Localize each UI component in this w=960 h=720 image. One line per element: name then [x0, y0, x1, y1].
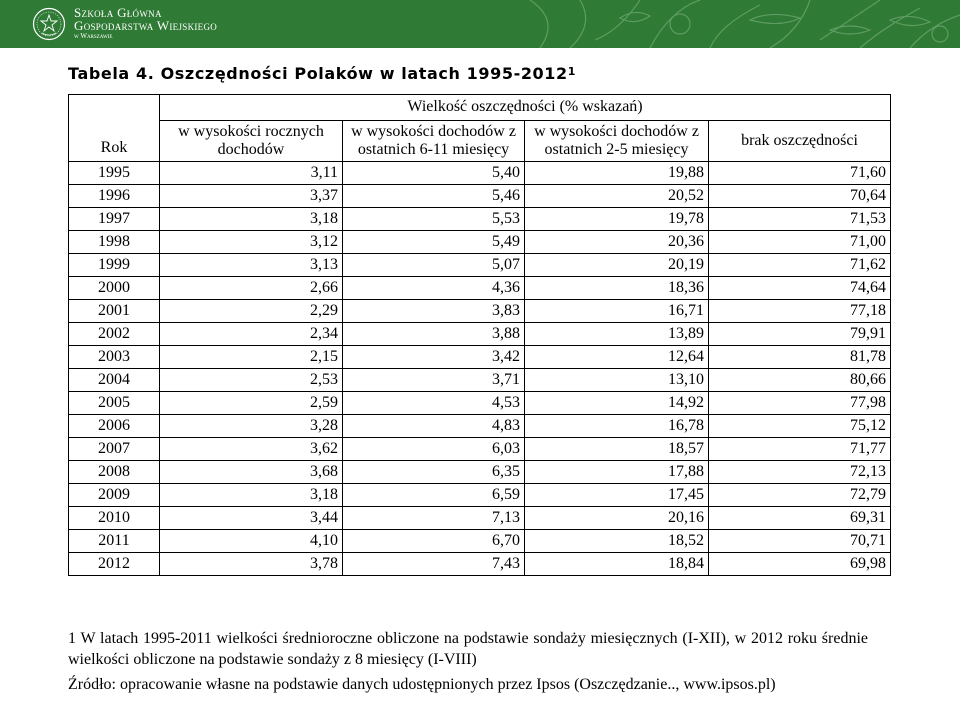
value-cell: 3,18 [160, 484, 343, 507]
year-cell: 2007 [69, 438, 160, 461]
value-cell: 20,36 [525, 231, 709, 254]
value-cell: 18,57 [525, 438, 709, 461]
value-cell: 77,98 [709, 392, 891, 415]
value-cell: 70,64 [709, 185, 891, 208]
value-cell: 3,83 [343, 300, 525, 323]
value-cell: 3,88 [343, 323, 525, 346]
table-row [69, 507, 891, 530]
value-cell: 5,49 [343, 231, 525, 254]
value-cell: 6,59 [343, 484, 525, 507]
value-cell: 2,53 [160, 369, 343, 392]
value-cell: 16,71 [525, 300, 709, 323]
value-cell: 13,10 [525, 369, 709, 392]
footnotes [68, 628, 868, 699]
logo-line-1: Szkoła Główna [74, 5, 162, 20]
value-cell: 2,66 [160, 277, 343, 300]
year-cell: 2003 [69, 346, 160, 369]
table-row [69, 369, 891, 392]
value-cell: 75,12 [709, 415, 891, 438]
value-cell: 5,40 [343, 162, 525, 185]
year-cell: 1995 [69, 162, 160, 185]
value-cell: 71,60 [709, 162, 891, 185]
value-cell: 3,37 [160, 185, 343, 208]
table-body [69, 162, 891, 576]
year-cell: 2000 [69, 277, 160, 300]
value-cell: 13,89 [525, 323, 709, 346]
value-cell: 71,00 [709, 231, 891, 254]
year-cell: 1997 [69, 208, 160, 231]
value-cell: 79,91 [709, 323, 891, 346]
value-cell: 3,68 [160, 461, 343, 484]
value-cell: 20,16 [525, 507, 709, 530]
table-row [69, 208, 891, 231]
value-cell: 20,52 [525, 185, 709, 208]
value-cell: 70,71 [709, 530, 891, 553]
table-title-text: Tabela 4. Oszczędności Polaków w latach 1995-2012 [68, 64, 568, 83]
value-cell: 72,13 [709, 461, 891, 484]
year-cell: 2002 [69, 323, 160, 346]
year-cell: 2009 [69, 484, 160, 507]
column-header-2-5-months: w wysokości dochodów z ostatnich 2-5 miesięcy [525, 120, 709, 161]
column-header-6-11-months: w wysokości dochodów z ostatnich 6-11 miesięcy [343, 120, 525, 161]
year-cell: 2008 [69, 461, 160, 484]
table-row [69, 162, 891, 185]
column-header-no-savings: brak oszczędności [709, 120, 891, 161]
year-cell: 2004 [69, 369, 160, 392]
table-row [69, 231, 891, 254]
year-cell: 2001 [69, 300, 160, 323]
value-cell: 2,34 [160, 323, 343, 346]
table-row [69, 530, 891, 553]
footnote-ref: 1 [567, 65, 577, 78]
value-cell: 16,78 [525, 415, 709, 438]
value-cell: 69,31 [709, 507, 891, 530]
value-cell: 4,36 [343, 277, 525, 300]
value-cell: 4,53 [343, 392, 525, 415]
value-cell: 18,36 [525, 277, 709, 300]
table-row [69, 438, 891, 461]
value-cell: 72,79 [709, 484, 891, 507]
table-title [68, 64, 576, 83]
value-cell: 7,43 [343, 553, 525, 576]
value-cell: 71,53 [709, 208, 891, 231]
table-row [69, 346, 891, 369]
table-row [69, 254, 891, 277]
header-banner [0, 0, 960, 48]
value-cell: 14,92 [525, 392, 709, 415]
value-cell: 4,10 [160, 530, 343, 553]
value-cell: 3,78 [160, 553, 343, 576]
value-cell: 18,52 [525, 530, 709, 553]
column-header-year: Rok [69, 95, 160, 162]
value-cell: 71,62 [709, 254, 891, 277]
table-row [69, 300, 891, 323]
year-cell: 2012 [69, 553, 160, 576]
year-cell: 2006 [69, 415, 160, 438]
university-seal-icon [32, 7, 66, 41]
value-cell: 3,42 [343, 346, 525, 369]
value-cell: 71,77 [709, 438, 891, 461]
table-row [69, 553, 891, 576]
value-cell: 3,18 [160, 208, 343, 231]
value-cell: 3,13 [160, 254, 343, 277]
value-cell: 2,15 [160, 346, 343, 369]
value-cell: 3,12 [160, 231, 343, 254]
year-cell: 2005 [69, 392, 160, 415]
value-cell: 3,11 [160, 162, 343, 185]
value-cell: 3,28 [160, 415, 343, 438]
value-cell: 12,64 [525, 346, 709, 369]
value-cell: 5,53 [343, 208, 525, 231]
year-cell: 1999 [69, 254, 160, 277]
value-cell: 19,88 [525, 162, 709, 185]
table-row [69, 461, 891, 484]
value-cell: 18,84 [525, 553, 709, 576]
value-cell: 69,98 [709, 553, 891, 576]
value-cell: 19,78 [525, 208, 709, 231]
year-cell: 1996 [69, 185, 160, 208]
value-cell: 20,19 [525, 254, 709, 277]
value-cell: 6,35 [343, 461, 525, 484]
table-row [69, 484, 891, 507]
table-row [69, 323, 891, 346]
value-cell: 6,70 [343, 530, 525, 553]
value-cell: 17,45 [525, 484, 709, 507]
value-cell: 7,13 [343, 507, 525, 530]
logo-line-3: w Warszawie [74, 32, 113, 40]
table-row [69, 392, 891, 415]
table-row [69, 185, 891, 208]
value-cell: 3,62 [160, 438, 343, 461]
university-logo[interactable] [32, 6, 217, 41]
year-cell: 1998 [69, 231, 160, 254]
source-note: Źródło: opracowanie własne na podstawie danych udostępnionych przez Ipsos (Oszczędzanie.., www.ipsos.pl) [68, 676, 776, 693]
column-header-annual: w wysokości rocznych dochodów [160, 120, 343, 161]
table-row [69, 415, 891, 438]
value-cell: 81,78 [709, 346, 891, 369]
value-cell: 2,29 [160, 300, 343, 323]
year-cell: 2010 [69, 507, 160, 530]
value-cell: 3,44 [160, 507, 343, 530]
value-cell: 74,64 [709, 277, 891, 300]
value-cell: 80,66 [709, 369, 891, 392]
value-cell: 4,83 [343, 415, 525, 438]
table-row [69, 277, 891, 300]
logo-line-2: Gospodarstwa Wiejskiego [74, 18, 218, 33]
value-cell: 2,59 [160, 392, 343, 415]
value-cell: 77,18 [709, 300, 891, 323]
value-cell: 5,46 [343, 185, 525, 208]
value-cell: 5,07 [343, 254, 525, 277]
value-cell: 3,71 [343, 369, 525, 392]
group-header: Wielkość oszczędności (% wskazań) [160, 95, 891, 121]
footnote-1: 1 W latach 1995-2011 wielkości średnioroczne obliczone na podstawie sondaży miesięcznych (I-XII), w 2012 roku średnie wielkości obliczone na podstawie sondaży z 8 miesięcy (I-VIII) [68, 630, 868, 668]
leaf-ornament-icon [500, 0, 960, 48]
year-cell: 2011 [69, 530, 160, 553]
savings-table [68, 94, 891, 576]
university-name [74, 6, 217, 41]
value-cell: 6,03 [343, 438, 525, 461]
value-cell: 17,88 [525, 461, 709, 484]
